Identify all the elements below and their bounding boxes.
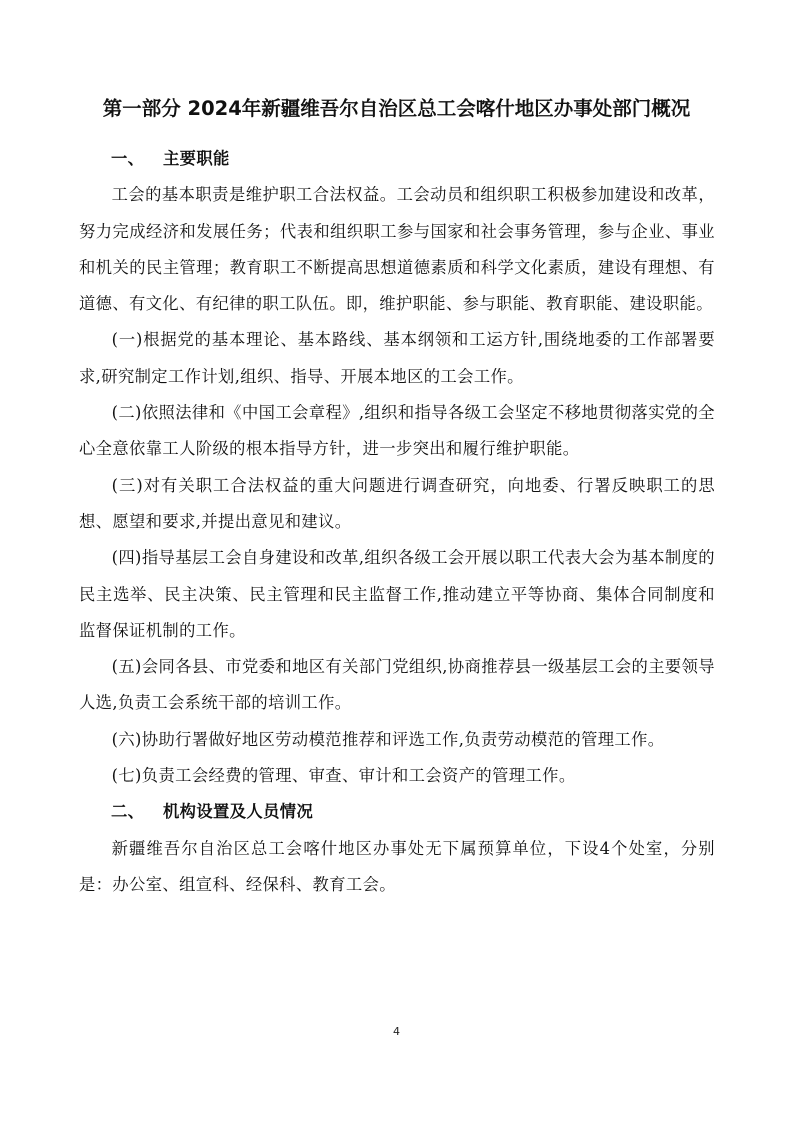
paragraph: (六)协助行署做好地区劳动模范推荐和评选工作,负责劳动模范的管理工作。: [111, 729, 665, 749]
paragraph: (七)负责工会经费的管理、审查、审计和工会资产的管理工作。: [111, 766, 576, 786]
document-body: [79, 141, 715, 903]
paragraph: (二)依照法律和《中国工会章程》,组织和指导各级工会坚定不移地贯彻落实党的全心全意依靠工人阶级的根本指导方针，进一步突出和履行维护职能。: [79, 403, 715, 459]
paragraph: (三)对有关职工合法权益的重大问题进行调查研究，向地委、行署反映职工的思想、愿望和要求,并提出意见和建议。: [79, 475, 715, 531]
section-heading: [79, 794, 715, 830]
section-heading: [79, 141, 715, 177]
section-title: 机构设置及人员情况: [163, 802, 314, 822]
section-number: 二、: [111, 802, 145, 822]
paragraph: (四)指导基层工会自身建设和改革,组织各级工会开展以职工代表大会为基本制度的民主选举、民主决策、民主管理和民主监督工作,推动建立平等协商、集体合同制度和监督保证机制的工作。: [79, 548, 715, 640]
page-title: 第一部分 2024年新疆维吾尔自治区总工会喀什地区办事处部门概况: [102, 97, 691, 120]
paragraph: (一)根据党的基本理论、基本路线、基本纲领和工运方针,围绕地委的工作部署要求,研究制定工作计划,组织、指导、开展本地区的工会工作。: [79, 330, 715, 386]
page-number: 4: [393, 1025, 400, 1038]
paragraph: 工会的基本职责是维护职工合法权益。工会动员和组织职工积极参加建设和改革，努力完成经济和发展任务；代表和组织职工参与国家和社会事务管理，参与企业、事业和机关的民主管理；教育职工不断提高思想道德素质和科学文化素质，建设有理想、有道德、有文化、有纪律的职工队伍。即，维护职能、参与职能、教育职能、建设职能。: [79, 185, 715, 314]
paragraph: (五)会同各县、市党委和地区有关部门党组织,协商推荐县一级基层工会的主要领导人选,负责工会系统干部的培训工作。: [79, 657, 715, 713]
paragraph: 新疆维吾尔自治区总工会喀什地区办事处无下属预算单位，下设4个处室，分别是：办公室、组宣科、经保科、教育工会。: [79, 838, 715, 894]
section-title: 主要职能: [163, 149, 230, 168]
section-number: 一、: [111, 149, 145, 168]
